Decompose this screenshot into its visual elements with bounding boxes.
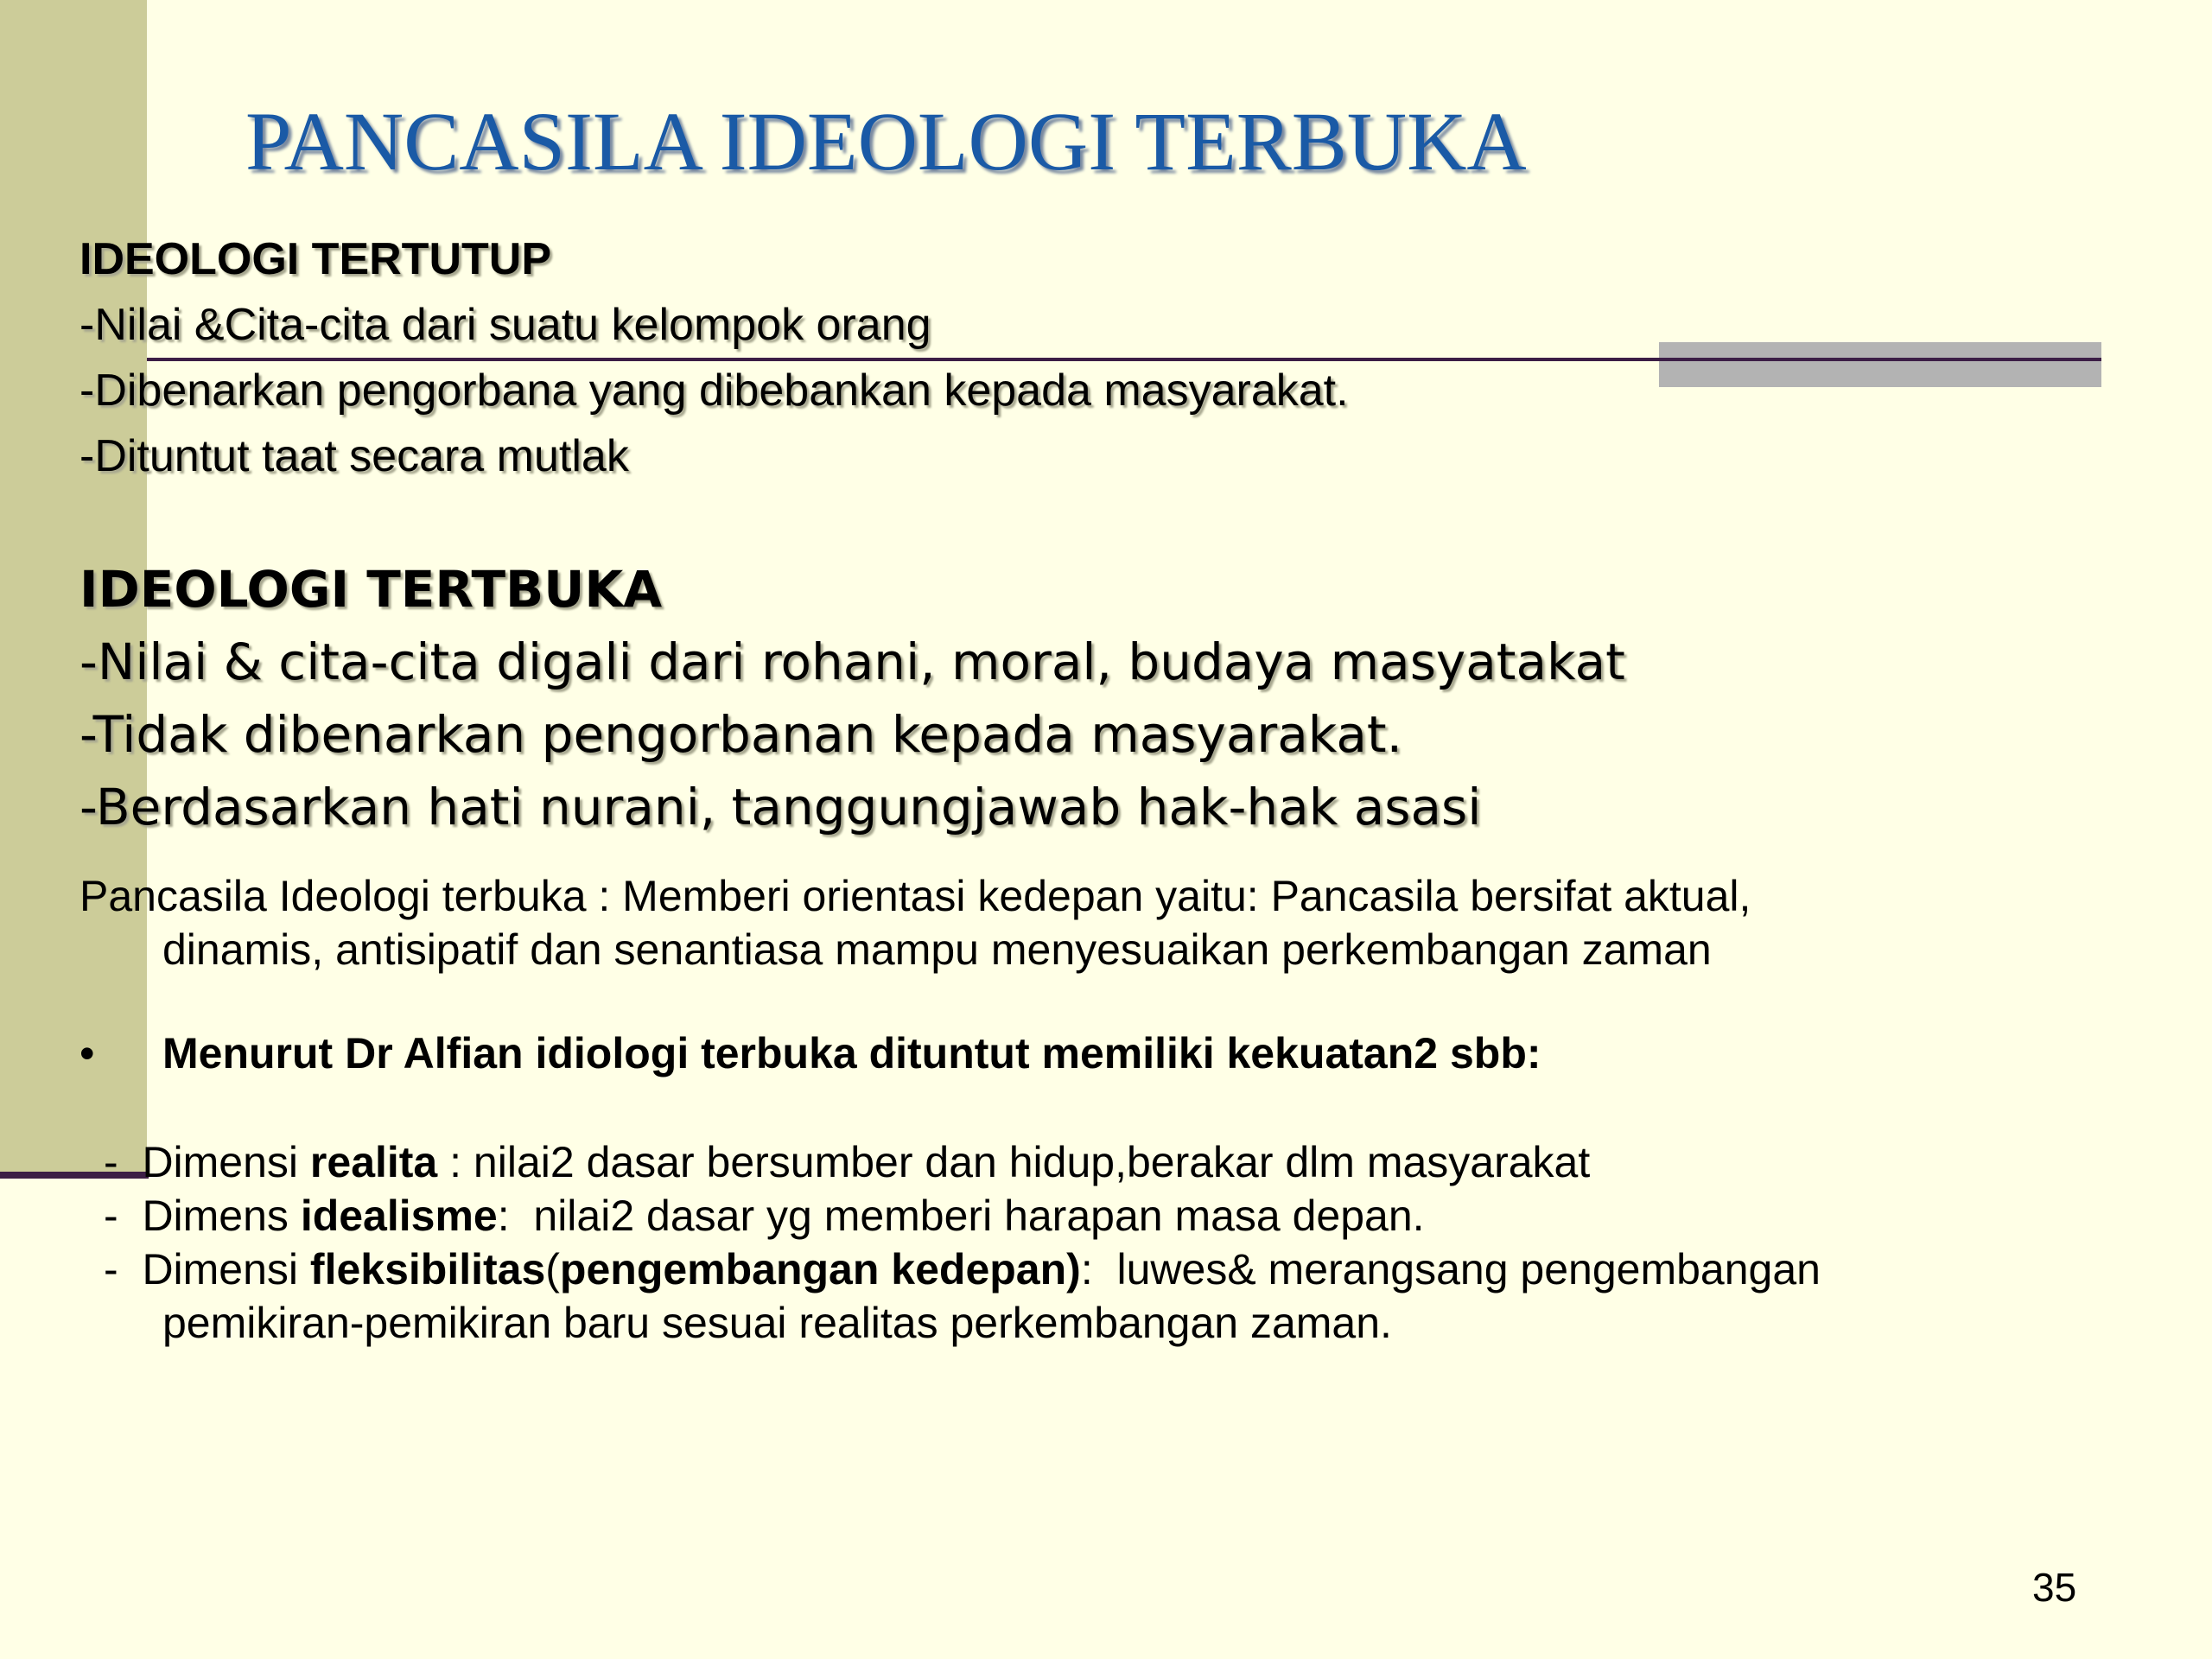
dimension-prefix: Dimensi: [142, 1138, 310, 1186]
open-ideology-item: -Nilai & cita-cita digali dari rohani, moral, budaya masyatakat: [79, 632, 1625, 691]
dimension-prefix: Dimensi: [142, 1245, 310, 1294]
paragraph-line: dinamis, antisipatif dan senantiasa mampu menyesuaikan perkembangan zaman: [162, 925, 1712, 974]
open-ideology-item: -Tidak dibenarkan pengorbanan kepada masyarakat.: [79, 705, 1403, 764]
slide-title: PANCASILA IDEOLOGI TERBUKA: [245, 95, 1527, 188]
dimension-term: idealisme: [300, 1192, 498, 1240]
closed-ideology-item: -Dituntut taat secara mutlak: [79, 431, 629, 481]
dimension-continuation: pemikiran-pemikiran baru sesuai realitas perkembangan zaman.: [162, 1299, 1392, 1347]
dimension-description: : luwes& merangsang pengembangan: [1080, 1245, 1821, 1294]
dimension-term: realita: [309, 1138, 438, 1186]
dash: -: [104, 1245, 143, 1294]
alfian-bullet: [79, 1027, 1541, 1080]
dimension-description: : nilai2 dasar bersumber dan hidup,berakar dlm masyarakat: [437, 1138, 1591, 1186]
open-ideology-item: -Berdasarkan hati nurani, tanggungjawab hak-hak asasi: [79, 778, 1482, 836]
gray-accent-bar-top: [1659, 342, 2101, 358]
closed-ideology-heading: IDEOLOGI TERTUTUP: [79, 234, 551, 284]
gray-accent-bar-bottom: [1659, 361, 2101, 387]
dimension-item-idealisme: [104, 1189, 1821, 1243]
dimension-prefix: Dimens: [142, 1192, 301, 1240]
bullet-text: Menurut Dr Alfian idiologi terbuka dituntut memiliki kekuatan2 sbb:: [162, 1029, 1541, 1077]
closed-ideology-section: [79, 226, 1349, 489]
dimension-description: : nilai2 dasar yg memberi harapan masa depan.: [497, 1192, 1425, 1240]
paragraph-line: Pancasila Ideologi terbuka : Memberi orientasi kedepan yaitu: Pancasila bersifat aktual,: [79, 872, 1751, 920]
open-ideology-section: [79, 553, 1625, 843]
dash: -: [104, 1138, 143, 1186]
page-number: 35: [2032, 1565, 2077, 1610]
closed-ideology-item: -Nilai &Cita-cita dari suatu kelompok orang: [79, 300, 931, 350]
dimension-item-realita: [104, 1135, 1821, 1189]
closed-ideology-item: -Dibenarkan pengorbana yang dibebankan kepada masyarakat.: [79, 365, 1349, 416]
dimension-item-fleksibilitas: [104, 1243, 1821, 1296]
dimensions-list: [104, 1135, 1821, 1350]
pancasila-paragraph: [79, 869, 2101, 976]
open-ideology-heading: IDEOLOGI TERTBUKA: [79, 560, 663, 619]
dimension-term: fleksibilitas: [309, 1245, 546, 1294]
dimension-paren: (: [545, 1245, 560, 1294]
dash: -: [104, 1192, 143, 1240]
bullet-marker: •: [79, 1029, 95, 1077]
dimension-subterm: pengembangan kedepan): [559, 1245, 1081, 1294]
